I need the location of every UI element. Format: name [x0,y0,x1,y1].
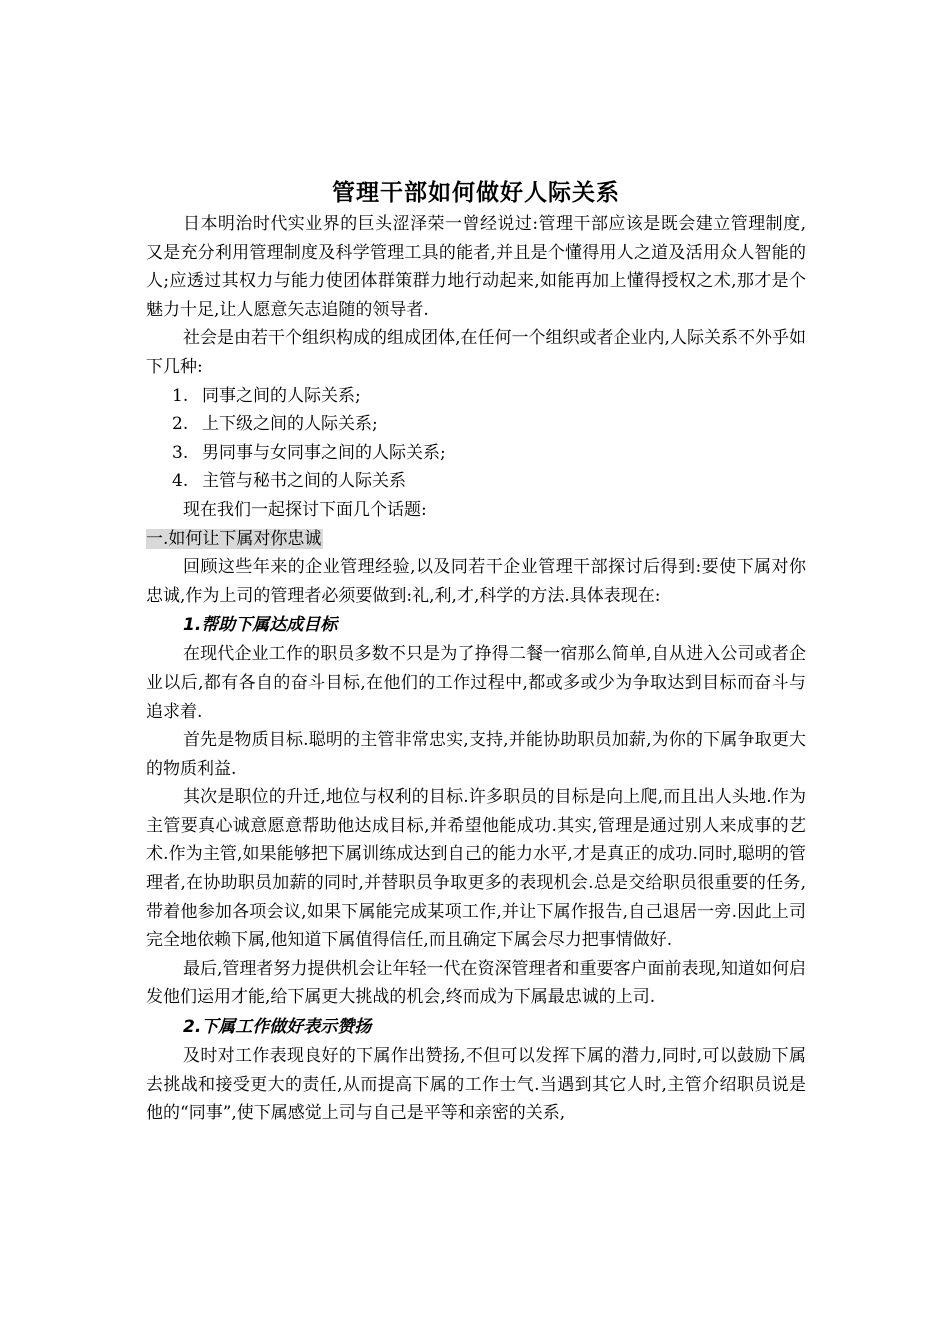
subsection-heading: 1.帮助下属达成目标 [183,615,338,636]
transition-paragraph: 现在我们一起探讨下面几个话题: [183,499,427,520]
list-item-text: 上下级之间的人际关系; [202,414,378,435]
list-item-text: 同事之间的人际关系; [202,385,361,406]
list-item-number: 1. [172,385,189,406]
list-item-number: 4. [172,471,189,492]
document-page [146,176,806,1128]
section-heading-text: 一.如何让下属对你忠诚 [146,528,322,549]
list-item-text: 主管与秘书之间的人际关系 [202,471,406,492]
document-title: 管理干部如何做好人际关系 [332,179,620,206]
list-item [146,467,806,496]
list-item [146,410,806,439]
body-paragraph: 在现代企业工作的职员多数不只是为了挣得二餐一宿那么简单,自从进入公司或者企业以后,都有各自的奋斗目标,在他们的工作过程中,都或多或少为争取达到目标而奋斗与追求着. [146,644,806,722]
section-heading [146,525,806,554]
intro-paragraph-1: 日本明治时代实业界的巨头涩泽荣一曾经说过:管理干部应该是既会建立管理制度,又是充分利用管理制度及科学管理工具的能者,并且是个懂得用人之道及活用众人智能的人;应透过其权力与能力使团体群策群力地行动起来,如能再加上懂得授权之术,那才是个魅力十足,让人愿意矢志追随的领导者. [146,214,806,320]
list-item-text: 男同事与女同事之间的人际关系; [202,442,446,463]
list-item [146,382,806,411]
body-paragraph: 最后,管理者努力提供机会让年轻一代在资深管理者和重要客户面前表现,知道如何启发他们运用才能,给下属更大挑战的机会,终而成为下属最忠诚的上司. [146,958,806,1008]
section-lead-paragraph: 回顾这些年来的企业管理经验,以及同若干企业管理干部探讨后得到:要使下属对你忠诚,作为上司的管理者必须要做到:礼,利,才,科学的方法.具体表现在: [146,557,806,606]
list-item-number: 2. [172,414,189,435]
relations-list [146,382,806,496]
body-paragraph: 首先是物质目标.聪明的主管非常忠实,支持,并能协助职员加薪,为你的下属争取更大的物质利益. [146,730,806,779]
intro-paragraph-2: 社会是由若干个组织构成的组成团体,在任何一个组织或者企业内,人际关系不外乎如下几种: [146,328,806,377]
list-item-number: 3. [172,442,189,463]
body-paragraph: 及时对工作表现良好的下属作出赞扬,不但可以发挥下属的潜力,同时,可以鼓励下属去挑战和接受更大的责任,从而提高下属的工作士气.当遇到其它人时,主管介绍职员说是他的“同事”,使下属感觉上司与自己是平等和亲密的关系, [146,1046,806,1124]
subsection-heading: 2.下属工作做好表示赞扬 [183,1017,372,1038]
list-item [146,439,806,468]
body-paragraph: 其次是职位的升迁,地位与权利的目标.许多职员的目标是向上爬,而且出人头地.作为主管要真心诚意愿意帮助他达成目标,并希望他能成功.其实,管理是通过别人来成事的艺术.作为主管,如果能够把下属训练成达到自己的能力水平,才是真正的成功.同时,聪明的管理者,在协助职员加薪的同时,并替职员争取更多的表现机会.总是交给职员很重要的任务,带着他参加各项会议,如果下属能完成某项工作,并让下属作报告,自己退居一旁.因此上司完全地依赖下属,他知道下属值得信任,而且确定下属会尽力把事情做好. [146,787,806,951]
